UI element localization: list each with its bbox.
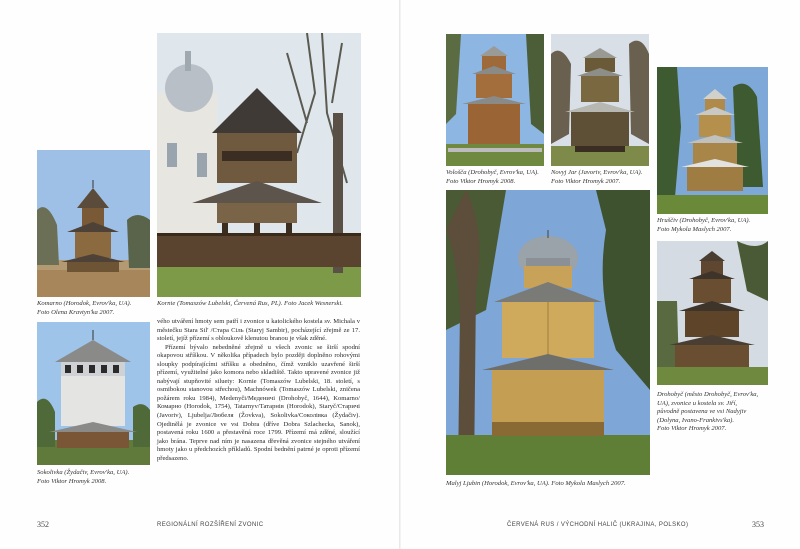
- caption-drohobyc-line4: (Dolyna, Ivano-Frankivs'ka).: [657, 416, 735, 424]
- photo-kornie: [157, 33, 361, 297]
- body-paragraph: vého utváření hmoty sem patří i zvonice u katolického kostela sv. Michala v městečku Stara Sil' /Стара Сіль (Staryj Sambir), pocházející zřejmě ze 17. století, jejíž přízemí s obloukově klenutou branou je však zděné.: [157, 318, 360, 343]
- photo-volosca: [446, 34, 544, 166]
- caption-kornie: Kornie (Tomaszów Lubelski, Červená Rus, PL). Foto Jacek Wesnerski.: [157, 300, 343, 307]
- caption-sokolivka-line1: Sokolivka (Žydačiv, Evrov'ka, UA).: [37, 469, 130, 476]
- caption-komarno: [37, 300, 157, 317]
- body-paragraph: Přízemí bývalo nebedněné zřejmě u všech zvonic se širší spodní okapovou stříškou. V několika případech bylo později doplněno rohovými sloupky podpírajícími stříšku a obedněno, čímž vzniklo uzavřené širší přízemí, využitelné jako komora nebo skladiště. Takto upravené zvonice již nabývají stupňovité siluety: Kornie (Tomaszów Lubelski, 18. století, s osmibokou stanovou střechou), Machnówek (Tomaszów Lubelski, zničena požárem roku 1984), Medenyči/Меденичі (Drohobyč, 1644), Komarno/Комарно (Horodok, 1754), Tatarnyv/Татарнів (Horodok), Staryč/Старичі (Javoriv), Ljubelja/Любеля (Žovkva), Sokolivka/Соколівка (Žydačiv). Ojedinělá je zvonice ve vsi Dobra (dříve Dobra Szlachecka, Sanok), postavená roku 1600 a přestavěná roce 1799. Přízemí má zděné, sloužící jako brána. Teprve nad ním je nasazena dřevěná zvonice stejného utváření hmoty jako u předchozích příkladů. Spodní bednění patrné je oproti přízemí předsazeno.: [157, 343, 360, 462]
- caption-novyj-jar-line1: Novyj Jar (Javoriv, Evrov'ka, UA).: [551, 169, 643, 176]
- caption-drohobyc: [657, 391, 775, 434]
- caption-sokolivka-line2: Foto Viktor Hromyk 2008.: [37, 477, 107, 485]
- kornie-belfry-image: [157, 33, 361, 297]
- photo-sokolivka: [37, 322, 150, 465]
- caption-malyj-ljubin: Malyj Ljubin (Horodok, Evrov'ka, UA). Foto Mykola Maslych 2007.: [446, 480, 626, 487]
- caption-drohobyc-line1: Drohobyč (město Drohobyč, Evrov'ka,: [657, 391, 759, 398]
- caption-hrusiv-line2: Foto Mykola Maslych 2007.: [657, 225, 732, 233]
- page-number-right: 353: [752, 520, 764, 529]
- caption-sokolivka: [37, 469, 157, 486]
- caption-komarno-line2: Foto Olena Kravtyn'ka 2007.: [37, 308, 115, 316]
- caption-volosca-line2: Foto Viktor Hromyk 2008.: [446, 177, 516, 185]
- caption-hrusiv-line1: Hruščiv (Drohobyč, Evrov'ka, UA).: [657, 217, 751, 224]
- hrusiv-belfry-image: [657, 67, 768, 214]
- malyj-ljubin-belfry-image: [446, 190, 650, 475]
- sokolivka-belfry-image: [37, 322, 150, 465]
- caption-drohobyc-line5: Foto Viktor Hromyk 2007.: [657, 425, 727, 433]
- drohobyc-belfry-image: [657, 241, 768, 385]
- komarno-belfry-image: [37, 150, 150, 297]
- photo-hrusiv: [657, 67, 768, 214]
- volosca-belfry-image: [446, 34, 544, 166]
- photo-novyj-jar: [551, 34, 649, 166]
- caption-novyj-jar-line2: Foto Viktor Hromyk 2007.: [551, 177, 621, 185]
- photo-malyj-ljubin: [446, 190, 650, 475]
- running-head-right: ČERVENÁ RUS / VÝCHODNÍ HALIČ (UKRAJINA, POLSKO): [507, 522, 689, 528]
- caption-volosca: [446, 169, 556, 186]
- photo-drohobyc: [657, 241, 768, 385]
- caption-novyj-jar: [551, 169, 661, 186]
- novyj-jar-belfry-image: [551, 34, 649, 166]
- caption-drohobyc-line2: UA), zvonice u kostela sv. Jiří,: [657, 399, 738, 407]
- body-text: [157, 318, 360, 463]
- photo-komarno: [37, 150, 150, 297]
- caption-komarno-line1: Komarno (Horodok, Evrov'ka, UA).: [37, 300, 132, 307]
- running-head-left: REGIONÁLNÍ ROZŠÍŘENÍ ZVONIC: [157, 522, 264, 528]
- caption-volosca-line1: Vološča (Drohobyč, Evrov'ka, UA).: [446, 169, 539, 176]
- gutter: [399, 0, 401, 549]
- page-number-left: 352: [37, 520, 49, 529]
- caption-hrusiv: [657, 217, 772, 234]
- caption-drohobyc-line3: původně postavena ve vsi Nadyjiv: [657, 408, 747, 416]
